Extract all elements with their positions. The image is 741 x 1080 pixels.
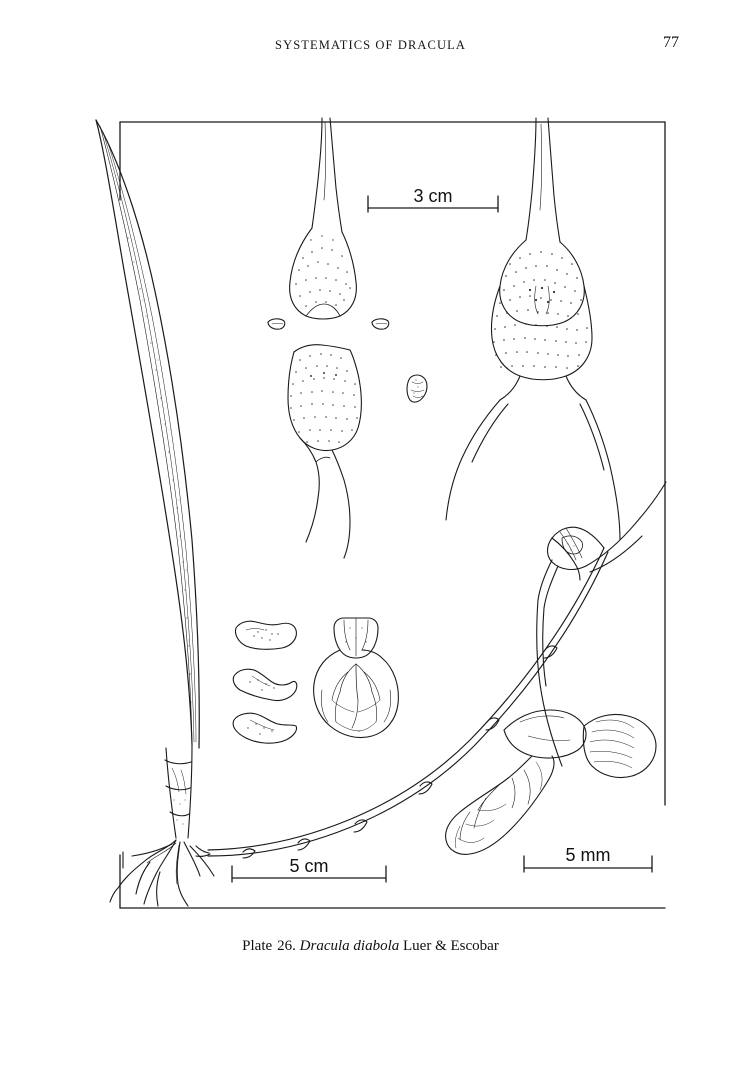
dissection-lip-front [314,618,399,738]
scale-bar-5cm-label: 5 cm [289,856,329,876]
scale-bar-3cm-label: 3 cm [413,186,453,206]
caption-authority: Luer & Escobar [403,938,499,954]
flower-middle-left [288,345,361,558]
caption-plate-number: 26. [277,938,296,954]
page-number: 77 [663,34,679,51]
plant-roots [110,840,214,906]
plant-leaf [96,120,199,748]
peduncle [208,548,608,858]
flower-upper-right [446,118,620,540]
caption-binomial: Dracula diabola [299,938,400,954]
flower-upper-left [290,118,357,319]
scale-bars [232,196,652,882]
running-head: SYSTEMATICS OF DRACULA [275,38,466,52]
plate-caption [0,938,741,955]
flower-right-plant [537,482,666,766]
dissection-petals [233,621,297,743]
plate-frame [120,122,665,908]
plant-stem [165,745,192,838]
caption-plate-label: Plate [242,938,273,954]
scale-bar-5mm-label: 5 mm [565,845,611,865]
